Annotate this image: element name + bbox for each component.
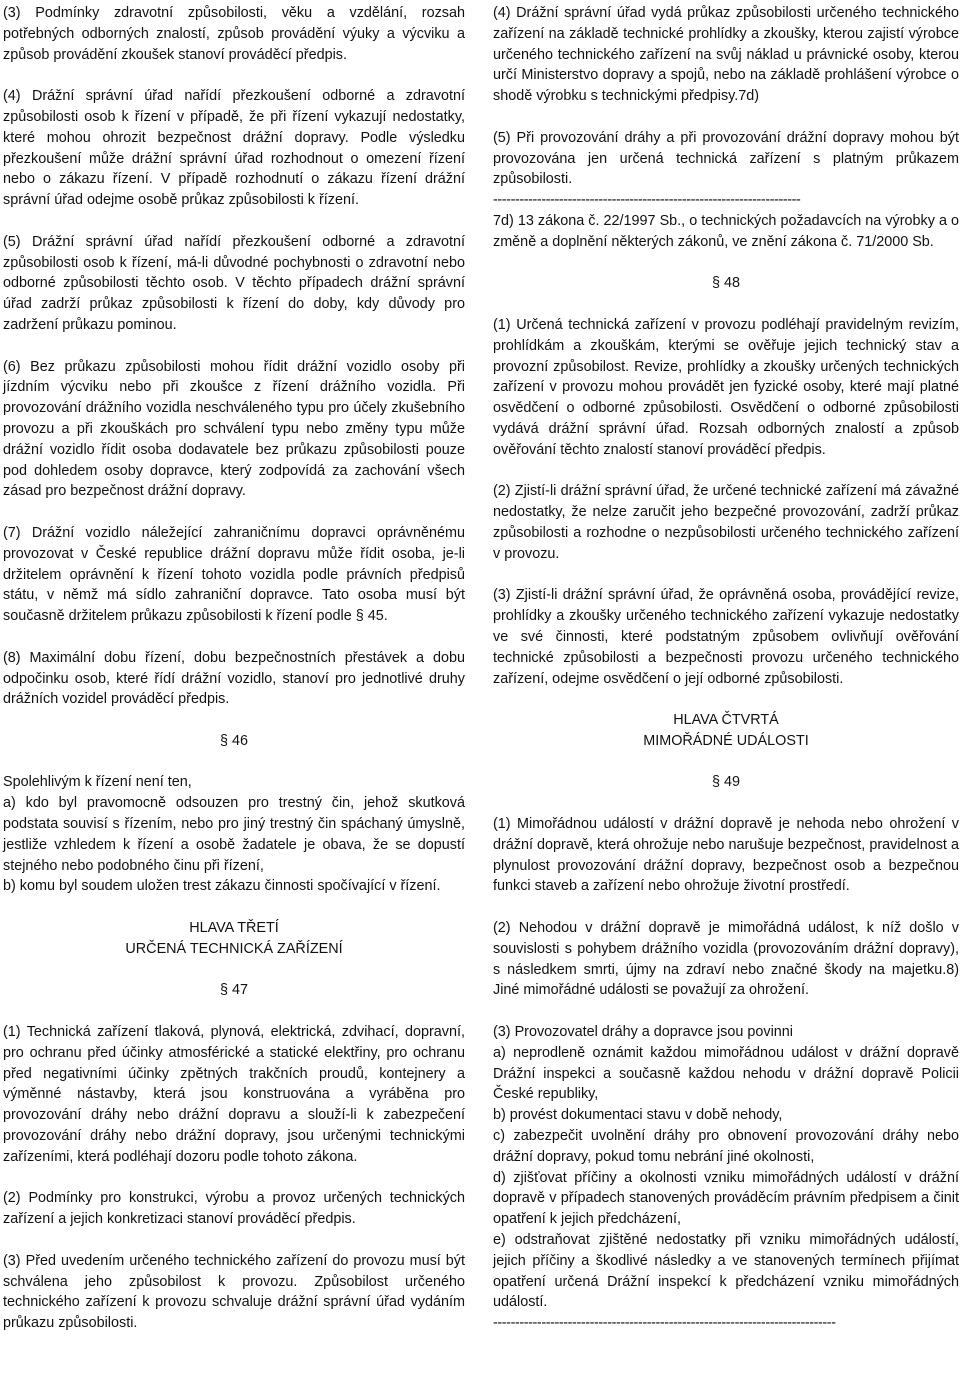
paragraph-49-1: (1) Mimořádnou událostí v drážní dopravě je nehoda nebo ohrožení v drážní dopravě, která ohrožuje nebo narušuje bezpečnost, pravidelnost a plynulost provozování drážní dopravy, bezpečnost osob a bezpečnou funkci staveb a zařízení nebo ohrožuje životní prostředí. xyxy=(493,816,959,895)
paragraph-49-3-intro: (3) Provozovatel dráhy a dopravce jsou povinni xyxy=(493,1024,793,1041)
paragraph-46-a: a) kdo byl pravomocně odsouzen pro trestný čin, jehož skutková podstata souvisí s řízením, nebo pro jiný trestný čin spáchaný úmyslně, jestliže vzhledem k řízení a osobě žadatele je obava, že se dopustí stejného nebo podobného činu při řízení, xyxy=(3,795,465,874)
footnote-separator: ------------------------------------------------------------------------------ xyxy=(493,1315,836,1332)
footnote-separator: ---------------------------------------------------------------------- xyxy=(493,192,801,209)
paragraph-46-6: (6) Bez průkazu způsobilosti mohou řídit drážní vozidlo osoby při jízdním výcviku nebo při zkoušce z řízení drážního vozidla. Při provozování drážního vozidla neschváleného typu pro účely zkušebního provozu a při zkouškách pro schválení typu nebo změny typu může drážní vozidlo řídit osoba dodavatele bez průkazu způsobilosti pouze pod dohledem osoby dopravce, který zodpovídá za zachování všech zásad pro bezpečnost drážní dopravy. xyxy=(3,358,465,500)
footnote-7d: 7d) 13 zákona č. 22/1997 Sb., o technických požadavcích na výrobky a o změně a doplnění některých zákonů, ve znění zákona č. 71/2000 Sb. xyxy=(493,212,959,250)
paragraph-46-8: (8) Maximální dobu řízení, dobu bezpečnostních přestávek a dobu odpočinku osob, které řídí drážní vozidlo, stanoví pro jednotlivé druhy drážních vozidel prováděcí předpis. xyxy=(3,649,465,708)
chapter-3-title: HLAVA TŘETÍ xyxy=(189,920,279,937)
paragraph-47-3: (3) Před uvedením určeného technického zařízení do provozu musí být schválena jeho způsobilost k provozu. Způsobilost určeného technického zařízení k provozu schvaluje drážní správní úřad vydáním průkazu způsobilosti. xyxy=(3,1252,465,1332)
paragraph-46-b: b) komu byl soudem uložen trest zákazu činnosti spočívající v řízení. xyxy=(3,878,441,895)
paragraph-49-3-a: a) neprodleně oznámit každou mimořádnou událost v drážní dopravě Drážní inspekci a současně každou nehodu v drážní dopravě Policii České republiky, xyxy=(493,1044,959,1103)
paragraph-47-1: (1) Technická zařízení tlaková, plynová, elektrická, zdvihací, dopravní, pro ochranu před účinky atmosférické a statické elektřiny, pro ochranu před negativními účinky zpětných trakčních proudů, kontejnery a výměnné nástavby, která jsou konstruována a vyráběna pro provozování dráhy nebo drážní dopravu a slouží-li k zabezpečení provozování dráhy nebo drážní dopravy, jsou určenými technickými zařízeními, která podléhají dozoru podle tohoto zákona. xyxy=(3,1024,465,1165)
paragraph-46-5: (5) Drážní správní úřad nařídí přezkoušení odborné a zdravotní způsobilosti osob k řízení, má-li důvodné pochybnosti o zdravotní nebo odborné způsobilosti těchto osob. V těchto případech drážní správní úřad zadrží průkaz způsobilosti k řízení do doby, kdy důvody pro zadržení průkazu pominou. xyxy=(3,233,465,333)
paragraph-48-2: (2) Zjistí-li drážní správní úřad, že určené technické zařízení má závažné nedostatky, že nelze zaručit jeho bezpečné provozování, zadrží průkaz způsobilosti a rozhodne o nezpůsobilosti určeného technického zařízení v provozu. xyxy=(493,483,959,562)
section-49-heading: § 49 xyxy=(711,774,740,791)
chapter-3-subtitle: URČENÁ TECHNICKÁ ZAŘÍZENÍ xyxy=(125,940,343,957)
paragraph-46-intro: Spolehlivým k řízení není ten, xyxy=(3,774,192,791)
right-column xyxy=(493,3,959,1334)
paragraph-49-2: (2) Nehodou v drážní dopravě je mimořádná událost, k níž došlo v souvislosti s pohybem drážního vozidla (provozováním drážní dopravy), s následkem smrti, újmy na zdraví nebo značné škody na majetku.8) Jiné mimořádné události se považují za ohrožení. xyxy=(493,920,959,999)
section-48-heading: § 48 xyxy=(711,275,740,292)
left-column xyxy=(3,3,465,1334)
paragraph-47-5: (5) Při provozování dráhy a při provozování drážní dopravy mohou být provozována jen určená technická zařízení s platným průkazem způsobilosti. xyxy=(493,129,959,188)
paragraph-49-3-d: d) zjišťovat příčiny a okolnosti vzniku mimořádných událostí v drážní dopravě v případech stanovených prováděcím právním předpisem a činit opatření k jejich předcházení, xyxy=(493,1169,959,1228)
paragraph-48-3: (3) Zjistí-li drážní správní úřad, že oprávněná osoba, provádějící revize, prohlídky a zkoušky určeného technického zařízení vykazuje nedostatky ve své činnosti, které podstatným způsobem ovlivňují ověřování technické způsobilosti a bezpečnosti provozu určeného technického zařízení, odejme osvědčení o její odborné způsobilosti. xyxy=(493,587,959,687)
paragraph-46-7: (7) Drážní vozidlo náležející zahraničnímu dopravci oprávněnému provozovat v České republice drážní dopravu může řídit osoba, je-li držitelem oprávnění k řízení tohoto vozidla podle právních předpisů státu, v němž má sídlo zahraniční dopravce. Tato osoba musí být současně držitelem průkazu způsobilosti k řízení podle § 45. xyxy=(3,524,465,625)
paragraph-49-3-b: b) provést dokumentaci stavu v době nehody, xyxy=(493,1107,783,1124)
paragraph-48-1: (1) Určená technická zařízení v provozu podléhají pravidelným revizím, prohlídkám a zkouškám, kterými se ověřuje jejich technický stav a provozní způsobilost. Revize, prohlídky a zkoušky určených technických zařízení v provozu mohou provádět jen fyzické osoby, které mají platné osvědčení o odborné způsobilosti. Osvědčení o odborné způsobilosti vydává drážní správní úřad. Rozsah odborných znalostí a způsob ověřování těchto znalostí stanoví prováděcí předpis. xyxy=(493,316,959,458)
spacer xyxy=(493,752,959,773)
chapter-4-title: HLAVA ČTVRTÁ xyxy=(673,712,779,729)
paragraph-zdravotni-3: (3) Podmínky zdravotní způsobilosti, věku a vzdělání, rozsah potřebných odborných znalostí, způsob provádění výuky a výcviku a způsob provádění zkoušek stanoví prováděcí předpis. xyxy=(3,5,465,63)
paragraph-47-4: (4) Drážní správní úřad vydá průkaz způsobilosti určeného technického zařízení na základě technické prohlídky a zkoušky, kterou zajistí výrobce určeného technického zařízení na svůj náklad u právnické osoby, kterou určí Ministerstvo dopravy a spojů, nebo na základě prohlášení výrobce o shodě výrobku s technickými předpisy.7d) xyxy=(493,5,959,105)
spacer xyxy=(3,960,465,981)
chapter-4-subtitle: MIMOŘÁDNÉ UDÁLOSTI xyxy=(643,732,809,749)
paragraph-49-3-e: e) odstraňovat zjištěné nedostatky při vzniku mimořádných událostí, jejich příčiny a škodlivé následky a ve stanovených termínech přijímat opatření určená Drážní inspekcí k předcházení vzniku mimořádných událostí. xyxy=(493,1232,959,1311)
section-46-heading: § 46 xyxy=(219,732,248,749)
paragraph-47-2: (2) Podmínky pro konstrukci, výrobu a provoz určených technických zařízení a jejich konkretizaci stanoví prováděcí předpis. xyxy=(3,1190,465,1228)
paragraph-46-4: (4) Drážní správní úřad nařídí přezkoušení odborné a zdravotní způsobilosti osob k řízení v případě, že při řízení vykazují nedostatky, které mohou ohrozit bezpečnost drážní dopravy. Podle výsledku přezkoušení může drážní správní úřad rozhodnout o omezení řízení nebo o zákazu řízení. V případě rozhodnutí o zákazu řízení drážní správní úřad odejme osobě průkaz způsobilosti k řízení. xyxy=(3,88,465,209)
paragraph-49-3-c: c) zabezpečit uvolnění dráhy pro obnovení provozování dráhy nebo drážní dopravy, pokud tomu nebrání jiné okolnosti, xyxy=(493,1128,959,1165)
section-47-heading: § 47 xyxy=(219,982,248,999)
